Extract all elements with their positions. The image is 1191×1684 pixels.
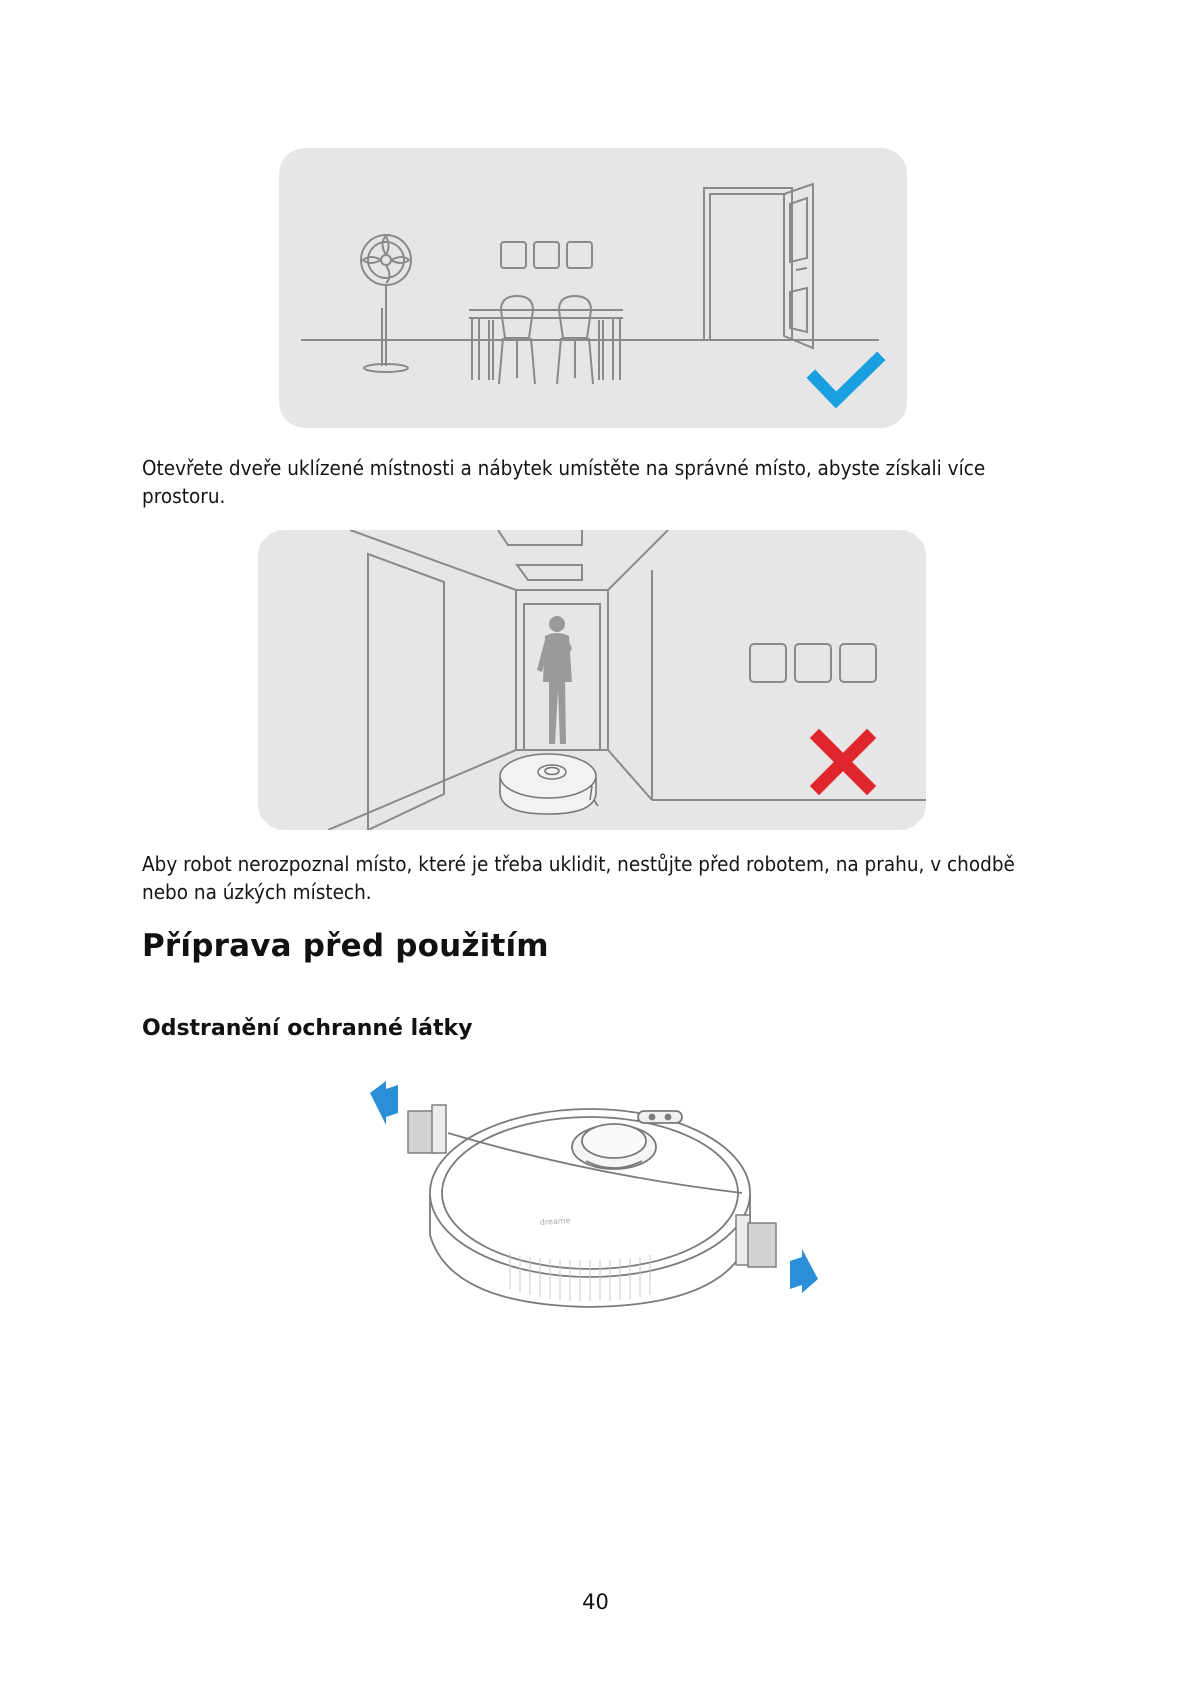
paragraph-hallway: Aby robot nerozpoznal místo, které je třeba uklidit, nestůjte před robotem, na prahu, v chodbě nebo na úzkých místech. — [142, 852, 1015, 904]
page-number: 40 — [582, 1590, 609, 1614]
arrow-left-icon — [370, 1081, 398, 1125]
protective-strip-left-icon — [408, 1105, 446, 1153]
room-open-door-illustration — [279, 148, 907, 428]
robot-brand-label: dreame — [539, 1215, 571, 1227]
paragraph-open-door: Otevřete dveře uklízené místnosti a nábytek umístěte na správné místo, abyste získali více prostoru. — [142, 456, 986, 508]
section-heading: Příprava před použitím — [142, 928, 549, 964]
arrow-right-icon — [790, 1249, 818, 1293]
hallway-person-illustration — [258, 530, 926, 830]
robot-vacuum-icon — [500, 754, 598, 814]
robot-protective-strip-illustration — [360, 1075, 840, 1315]
protective-strip-right-icon — [736, 1215, 776, 1267]
subsection-heading: Odstranění ochranné látky — [142, 1016, 473, 1041]
